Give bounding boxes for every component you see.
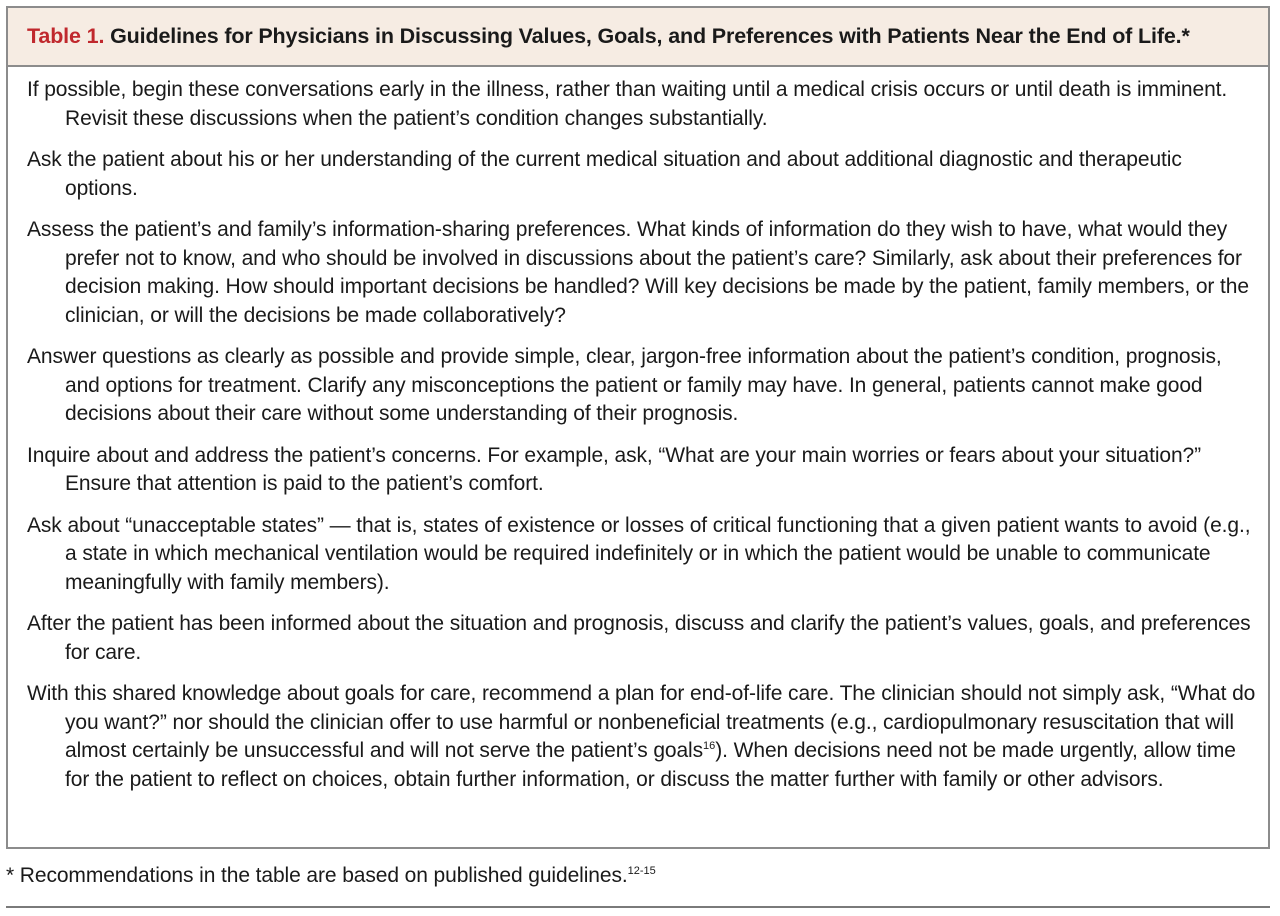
row-text: With this shared knowledge about goals for care, recommend a plan for end-of-life care. The clinician should not simply ask, “What do you want?” nor should the clinician offer to use harmful or nonbeneficial treatments (e.g., cardiopulmonary resuscitation that will almost certainly be unsuccessful and will not serve the patient’s goals [27,682,1256,762]
table-header [8,8,1268,67]
footnote-text: * Recommendations in the table are based on published guidelines. [6,864,628,887]
guideline-row: Inquire about and address the patient’s concerns. For example, ask, “What are your main worries or fears about your situation?” Ensure that attention is paid to the patient’s comfort. [27,443,1202,495]
guideline-row: After the patient has been informed about the situation and prognosis, discuss and clarify the patient’s values, goals, and preferences for care. [27,612,1251,664]
guideline-row: Ask about “unacceptable states” — that is, states of existence or losses of critical functioning that a given patient wants to avoid (e.g., a state in which mechanical ventilation would be required indefinitely or in which the patient would be unable to communicate meaningfully with family members). [27,513,1251,594]
table-footnote [6,862,656,890]
guidelines-table [6,6,1270,849]
guideline-row: Answer questions as clearly as possible and provide simple, clear, jargon-free information about the patient’s condition, prognosis, and options for treatment. Clarify any misconceptions the patient or family may have. In general, patients cannot make good decisions about their care without some understanding of their prognosis. [27,345,1222,425]
table-body [8,67,1268,794]
guideline-row-last [27,680,1258,794]
reference-superscript: 16 [703,740,716,752]
guideline-row: Assess the patient’s and family’s information-sharing preferences. What kinds of information do they wish to have, what would they prefer not to know, and who should be involved in discussions about the patient’s care? Similarly, ask about their preferences for decision making. How should important decisions be handled? Will key decisions be made by the patient, family members, or the clinician, or will the decisions be made collaboratively? [27,218,1249,327]
bottom-divider [6,906,1270,908]
table-title: Guidelines for Physicians in Discussing Values, Goals, and Preferences with Patients Near the End of Life.* [110,24,1190,48]
guideline-row: If possible, begin these conversations early in the illness, rather than waiting until a medical crisis occurs or until death is imminent. Revisit these discussions when the patient’s condition changes substantially. [27,78,1228,130]
guideline-row: Ask the patient about his or her understanding of the current medical situation and about additional diagnostic and therapeutic options. [27,148,1182,200]
table-label: Table 1. [27,24,105,48]
footnote-reference: 12-15 [627,865,656,877]
row-text: ). When decisions need not be made urgently, allow time for the patient to reflect on choices, obtain further information, or discuss the matter further with family or other advisors. [65,739,1236,791]
